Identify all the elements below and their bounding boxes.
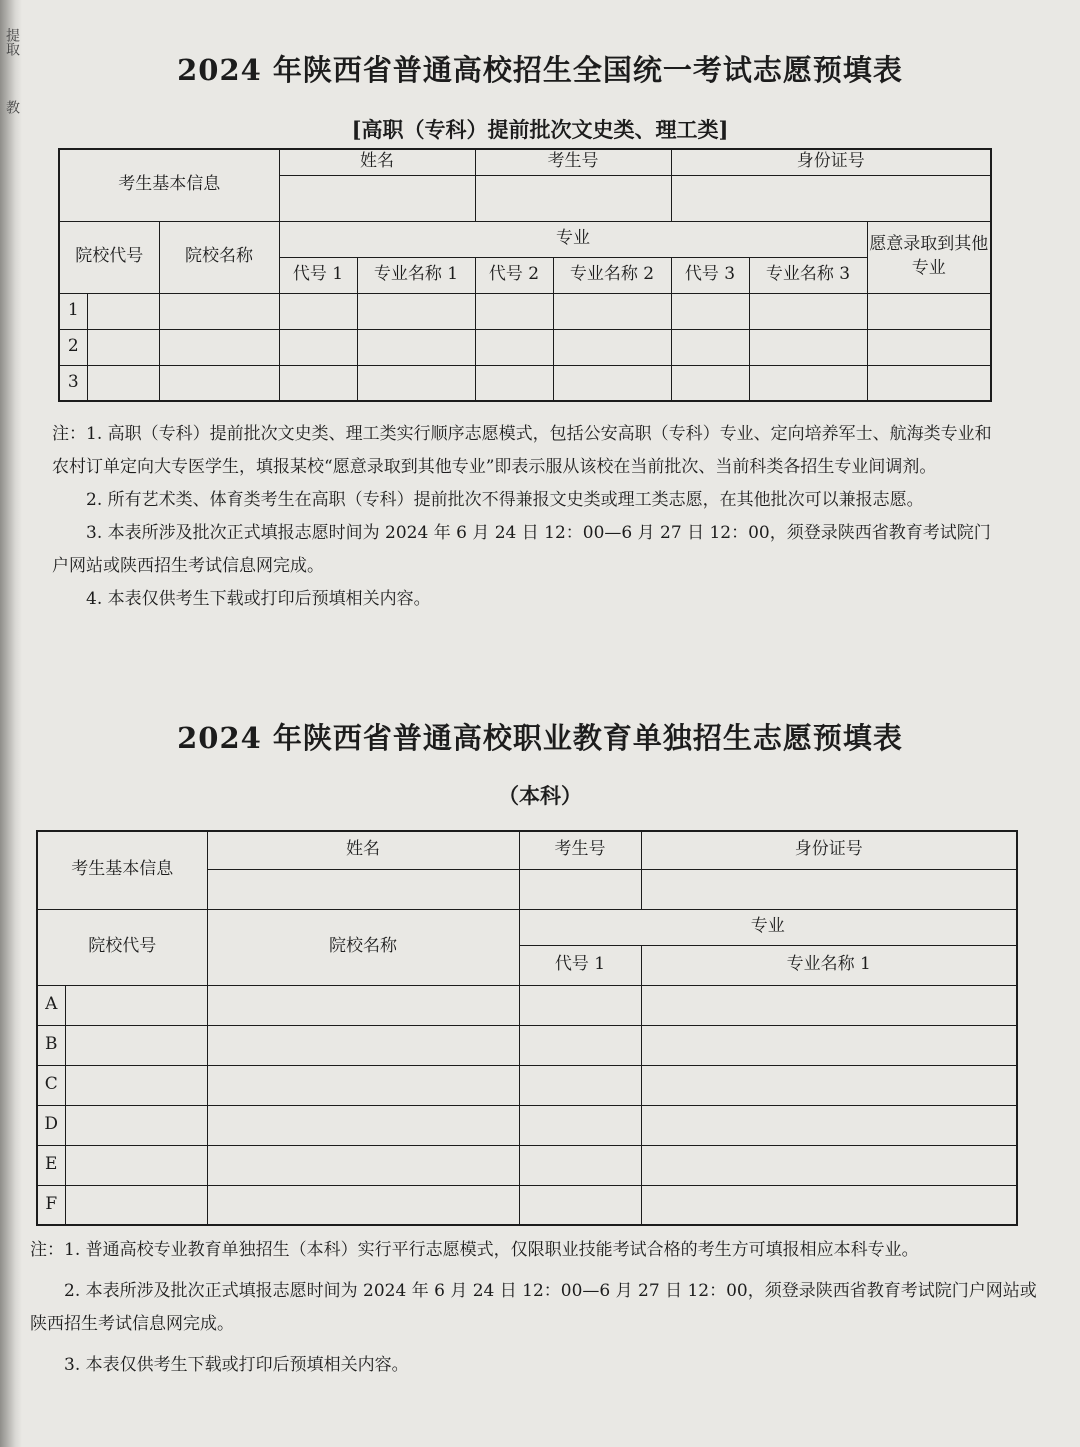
row-letter: D [37,1105,65,1145]
row-number: 2 [59,329,87,365]
school-code-cell[interactable] [65,985,207,1025]
table-row [37,1105,1017,1145]
form2-notes [30,1234,1040,1382]
school-name-cell[interactable] [207,1065,519,1105]
major-name-cell[interactable] [641,1105,1017,1145]
school-name-cell[interactable] [159,365,279,401]
major-name-cell[interactable] [357,365,475,401]
major-name-cell[interactable] [553,293,671,329]
id-field[interactable] [641,869,1017,909]
form2-subtitle: （本科） [498,783,582,808]
other-major-cell[interactable] [867,329,991,365]
major-code-cell[interactable] [475,329,553,365]
major-name-cell[interactable] [553,329,671,365]
major-code-cell[interactable] [671,329,749,365]
table-row [37,1065,1017,1105]
basic-info-label: 考生基本信息 [37,831,207,909]
school-code-cell[interactable] [87,365,159,401]
major-code-3-label: 代号 3 [671,257,749,293]
major-name-cell[interactable] [357,293,475,329]
other-major-label: 愿意录取到其他专业 [867,221,991,293]
major-code-cell[interactable] [279,329,357,365]
school-code-cell[interactable] [65,1025,207,1065]
school-name-cell[interactable] [207,1145,519,1185]
name-label: 姓名 [207,831,519,869]
major-code-cell[interactable] [475,293,553,329]
major-code-cell[interactable] [519,1185,641,1225]
major-name-cell[interactable] [641,1185,1017,1225]
major-label: 专业 [519,909,1017,945]
major-code-cell[interactable] [671,293,749,329]
major-code-cell[interactable] [519,1105,641,1145]
major-name-cell[interactable] [357,329,475,365]
id-field[interactable] [671,175,991,221]
exam-no-field[interactable] [519,869,641,909]
major-name-cell[interactable] [749,293,867,329]
other-major-cell[interactable] [867,365,991,401]
school-code-label: 院校代号 [59,221,159,293]
form2-title: 2024 年陕西省普通高校职业教育单独招生志愿预填表 [177,721,903,755]
name-label: 姓名 [279,149,475,175]
note-item: 4. 本表仅供考生下载或打印后预填相关内容。 [86,589,431,609]
note-item: 注：1. 高职（专科）提前批次文史类、理工类实行顺序志愿模式，包括公安高职（专科）专业、定向培养军士、航海类专业和农村订单定向大专医学生，填报某校“愿意录取到其他专业”即表示服从该校在当前批次、当前科类各招生专业间调剂。 [52,424,992,477]
form1-notes [52,418,992,616]
row-letter: C [37,1065,65,1105]
table-row [37,1185,1017,1225]
major-code-cell[interactable] [475,365,553,401]
name-field[interactable] [279,175,475,221]
school-name-cell[interactable] [207,985,519,1025]
row-number: 3 [59,365,87,401]
school-name-cell[interactable] [159,293,279,329]
row-letter: E [37,1145,65,1185]
school-name-label: 院校名称 [207,909,519,985]
edge-text: 教 [4,100,20,114]
table-row [37,985,1017,1025]
note-item: 3. 本表所涉及批次正式填报志愿时间为 2024 年 6 月 24 日 12：00—6 月 27 日 12：00，须登录陕西省教育考试院门户网站或陕西招生考试信息网完成。 [52,523,991,576]
major-code-cell[interactable] [671,365,749,401]
table-row [59,293,991,329]
school-name-cell[interactable] [207,1025,519,1065]
row-number: 1 [59,293,87,329]
school-code-cell[interactable] [65,1065,207,1105]
major-name-2-label: 专业名称 2 [553,257,671,293]
major-name-1-label: 专业名称 1 [641,945,1017,985]
exam-no-label: 考生号 [475,149,671,175]
major-name-cell[interactable] [641,1145,1017,1185]
major-name-cell[interactable] [641,1025,1017,1065]
table-row [59,365,991,401]
row-letter: F [37,1185,65,1225]
other-major-cell[interactable] [867,293,991,329]
table-row [59,329,991,365]
major-name-cell[interactable] [641,985,1017,1025]
table-row [37,1025,1017,1065]
note-item: 注：1. 普通高校专业教育单独招生（本科）实行平行志愿模式，仅限职业技能考试合格的考生方可填报相应本科专业。 [30,1240,919,1260]
form1-subtitle: [高职（专科）提前批次文史类、理工类] [351,117,729,142]
major-code-cell[interactable] [519,985,641,1025]
row-letter: A [37,985,65,1025]
school-code-label: 院校代号 [37,909,207,985]
id-label: 身份证号 [641,831,1017,869]
school-code-cell[interactable] [65,1145,207,1185]
school-code-cell[interactable] [65,1185,207,1225]
major-code-cell[interactable] [519,1145,641,1185]
major-code-1-label: 代号 1 [519,945,641,985]
major-code-cell[interactable] [519,1025,641,1065]
basic-info-label: 考生基本信息 [59,149,279,221]
exam-no-label: 考生号 [519,831,641,869]
major-name-cell[interactable] [641,1065,1017,1105]
form1-table [58,148,992,402]
major-code-cell[interactable] [519,1065,641,1105]
major-name-cell[interactable] [749,329,867,365]
school-name-cell[interactable] [207,1105,519,1145]
school-name-cell[interactable] [207,1185,519,1225]
edge-text: 提取 [4,28,20,56]
school-code-cell[interactable] [65,1105,207,1145]
major-label: 专业 [279,221,867,257]
school-code-cell[interactable] [87,329,159,365]
exam-no-field[interactable] [475,175,671,221]
form1-title: 2024 年陕西省普通高校招生全国统一考试志愿预填表 [177,53,903,87]
form2-table [36,830,1018,1226]
name-field[interactable] [207,869,519,909]
major-name-cell[interactable] [553,365,671,401]
id-label: 身份证号 [671,149,991,175]
major-name-1-label: 专业名称 1 [357,257,475,293]
major-name-cell[interactable] [749,365,867,401]
major-code-cell[interactable] [279,293,357,329]
row-letter: B [37,1025,65,1065]
school-code-cell[interactable] [87,293,159,329]
major-code-2-label: 代号 2 [475,257,553,293]
major-code-cell[interactable] [279,365,357,401]
note-item: 2. 本表所涉及批次正式填报志愿时间为 2024 年 6 月 24 日 12：00—6 月 27 日 12：00，须登录陕西省教育考试院门户网站或陕西招生考试信息网完成。 [30,1281,1037,1334]
note-item: 2. 所有艺术类、体育类考生在高职（专科）提前批次不得兼报文史类或理工类志愿，在其他批次可以兼报志愿。 [86,490,924,510]
school-name-label: 院校名称 [159,221,279,293]
school-name-cell[interactable] [159,329,279,365]
table-row [37,1145,1017,1185]
note-item: 3. 本表仅供考生下载或打印后预填相关内容。 [64,1355,409,1375]
major-code-1-label: 代号 1 [279,257,357,293]
major-name-3-label: 专业名称 3 [749,257,867,293]
